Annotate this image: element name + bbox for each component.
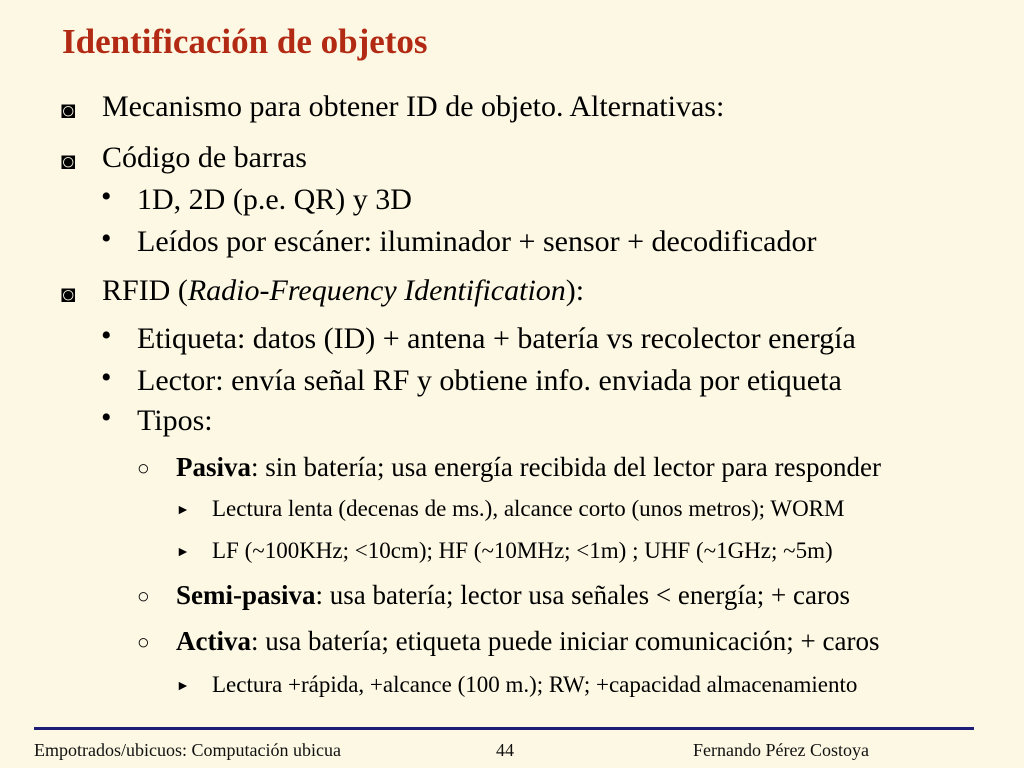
level2-bullet-icon: • (101, 222, 112, 255)
footer-page-number: 44 (496, 740, 514, 760)
rfid-italic: Radio-Frequency Identification (187, 274, 566, 307)
level3-bullet-icon: ○ (137, 456, 150, 480)
bullet-codigo-barras: Código de barras (102, 141, 307, 174)
activa-text: : usa batería; etiqueta puede iniciar comunicación; + caros (250, 626, 880, 656)
rfid-prefix: RFID ( (102, 274, 188, 307)
level1-bullet-icon: ◙ (61, 282, 76, 308)
level4-bullet-icon: ► (176, 679, 190, 694)
level2-bullet-icon: • (101, 319, 112, 352)
pasiva-label: Pasiva (176, 452, 252, 482)
level4-bullet-icon: ► (176, 545, 190, 560)
level3-bullet-icon: ○ (137, 630, 150, 654)
bullet-semi-pasiva (176, 582, 850, 609)
activa-label: Activa (176, 626, 251, 656)
bullet-lector: Lector: envía señal RF y obtiene info. enviada por etiqueta (137, 364, 842, 397)
slide-title: Identificación de objetos (62, 22, 428, 61)
level4-bullet-icon: ► (176, 503, 190, 518)
bullet-1d-2d-3d: 1D, 2D (p.e. QR) y 3D (137, 183, 412, 216)
bullet-etiqueta: Etiqueta: datos (ID) + antena + batería vs recolector energía (137, 322, 856, 355)
level3-bullet-icon: ○ (137, 584, 150, 608)
rfid-suffix: ): (565, 274, 585, 307)
bullet-frecuencias: LF (~100KHz; <10cm); HF (~10MHz; <1m) ; UHF (~1GHz; ~5m) (212, 538, 833, 563)
bullet-lectura-lenta: Lectura lenta (decenas de ms.), alcance corto (unos metros); WORM (212, 496, 845, 521)
bullet-activa (176, 628, 879, 655)
bullet-rfid (102, 276, 584, 306)
level2-bullet-icon: • (101, 361, 112, 394)
bullet-mecanismo: Mecanismo para obtener ID de objeto. Alternativas: (102, 90, 725, 123)
bullet-lectura-rapida: Lectura +rápida, +alcance (100 m.); RW; +capacidad almacenamiento (212, 672, 858, 697)
level2-bullet-icon: • (101, 180, 112, 213)
level1-bullet-icon: ◙ (61, 98, 76, 124)
bullet-tipos: Tipos: (137, 404, 213, 437)
pasiva-text: : sin batería; usa energía recibida del lector para responder (251, 452, 881, 482)
level2-bullet-icon: • (101, 401, 112, 434)
bullet-leidos-escaner: Leídos por escáner: iluminador + sensor + decodificador (137, 225, 817, 258)
footer-course: Empotrados/ubicuos: Computación ubicua (34, 740, 341, 760)
footer-author: Fernando Pérez Costoya (693, 740, 869, 760)
semi-pasiva-label: Semi-pasiva (176, 580, 316, 610)
semi-pasiva-text: : usa batería; lector usa señales < energía; + caros (315, 580, 851, 610)
bullet-pasiva (176, 454, 881, 481)
level1-bullet-icon: ◙ (61, 149, 76, 175)
footer-rule (34, 727, 974, 730)
